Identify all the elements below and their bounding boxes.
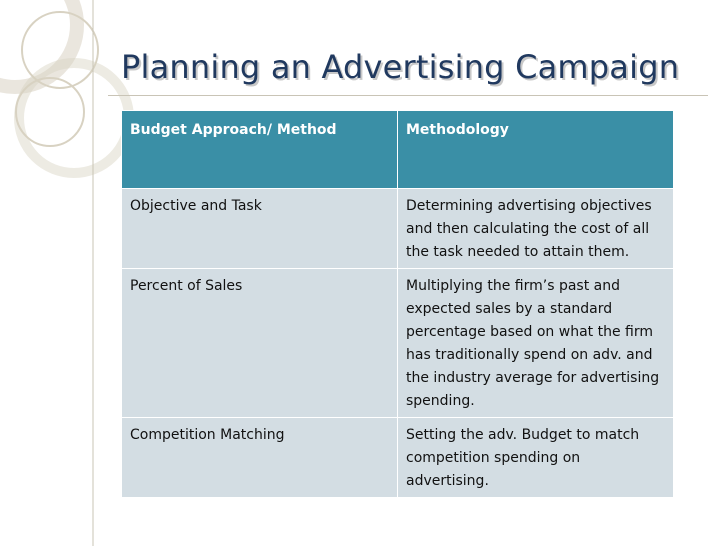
table-header-row [122, 111, 674, 189]
method-cell: Objective and Task [122, 189, 398, 269]
title-underline [108, 95, 708, 96]
table-row [122, 418, 674, 498]
slide-title: Planning an Advertising Campaign [121, 48, 680, 86]
methodology-cell: Determining advertising objectives and then calculating the cost of all the task needed to attain them. [398, 189, 674, 269]
column-header-method: Budget Approach/ Method [122, 111, 398, 189]
column-header-methodology: Methodology [398, 111, 674, 189]
methodology-cell: Multiplying the firm’s past and expected sales by a standard percentage based on what the firm has traditionally spend on adv. and the industry average for advertising spending. [398, 269, 674, 418]
budget-methods-table [121, 110, 674, 498]
decorative-ring [19, 63, 129, 173]
decorative-ring [16, 78, 84, 146]
methodology-cell: Setting the adv. Budget to match competition spending on advertising. [398, 418, 674, 498]
method-cell: Percent of Sales [122, 269, 398, 418]
method-cell: Competition Matching [122, 418, 398, 498]
table-row [122, 189, 674, 269]
table-row [122, 269, 674, 418]
